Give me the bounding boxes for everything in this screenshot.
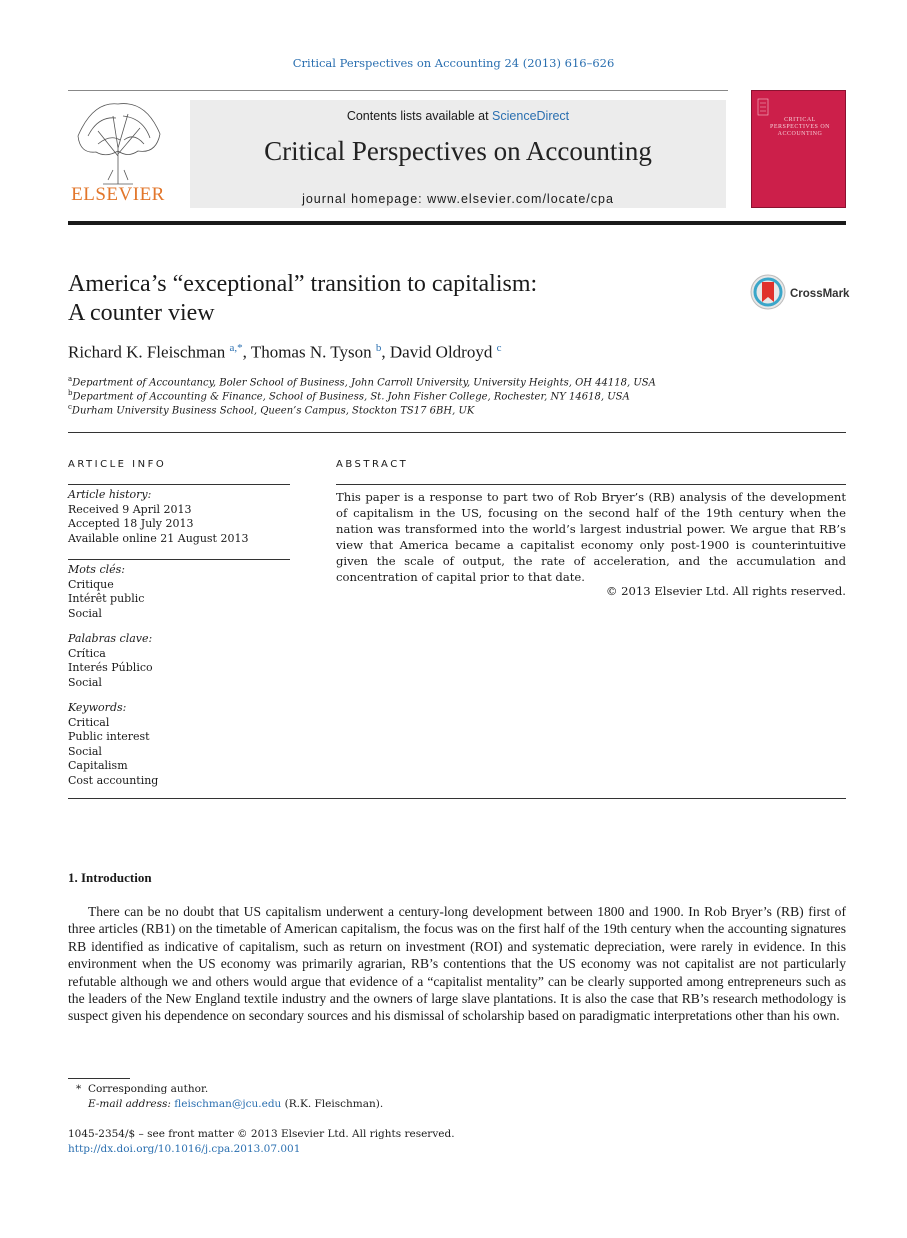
- article-title: [68, 270, 708, 328]
- doi-link[interactable]: http://dx.doi.org/10.1016/j.cpa.2013.07.001: [68, 1143, 301, 1155]
- keyword-group-heading: Mots clés:: [68, 563, 125, 576]
- corresponding-author-note: [76, 1083, 208, 1095]
- journal-title: Critical Perspectives on Accounting: [264, 136, 652, 166]
- affiliation-text: Department of Accountancy, Boler School of Business, John Carroll University, University Heights, OH 44118, USA: [72, 377, 656, 389]
- author-affiliation-marker[interactable]: c: [496, 342, 502, 354]
- author-name[interactable]: Thomas N. Tyson: [250, 342, 372, 362]
- corresponding-author-label: Corresponding author.: [87, 1083, 209, 1095]
- affiliation-text: Durham University Business School, Queen’s Campus, Stockton TS17 6BH, UK: [71, 405, 475, 417]
- keyword: Social: [68, 675, 102, 689]
- history-item: Received 9 April 2013: [68, 502, 192, 516]
- author-separator: ,: [242, 342, 251, 362]
- keyword: Public interest: [68, 730, 150, 743]
- journal-citation[interactable]: Critical Perspectives on Accounting 24 (2013) 616–626: [292, 56, 615, 70]
- publisher-logo-text: ELSEVIER: [71, 184, 165, 205]
- cover-title: CRITICAL PERSPECTIVES ON ACCOUNTING: [769, 117, 830, 137]
- keyword-group-en: [68, 701, 158, 788]
- affiliation: [68, 403, 474, 416]
- article-title-line-1: America’s “exceptional” transition to capitalism:: [68, 271, 538, 297]
- journal-homepage-line: [190, 192, 726, 206]
- affiliation: [68, 375, 656, 388]
- keyword: Intérêt public: [68, 592, 145, 605]
- tree-icon: [68, 96, 168, 186]
- crossmark-label: CrossMark: [790, 288, 850, 300]
- masthead-center-panel: [190, 100, 726, 208]
- affiliation-marker: c: [68, 403, 72, 411]
- journal-cover-thumbnail[interactable]: [751, 90, 846, 208]
- introduction-paragraph: There can be no doubt that US capitalism underwent a century-long development between 1800 and 1900. In Rob Bryer’s (RB) first of three articles (RB1) on the timetable of American capitalism, the focus was on the first half of the 19th century when the accounting signatures RB identified as indicative of capitalism, such as return on investment (ROI) and systematic depreciation, were rarely in evidence. In this environment when the US economy was primarily agrarian, RB’s contentions that the US economy was not capitalist are not particularly refutable although we and others would argue that evidence of a “capitalist mentality” can be clearly supported among entrepreneurs such as the leaders of the New England textile industry and the owners of large slave plantations. It is also the case that RB’s research methodology is suspect given his dependence on secondary sources and his dismissal of scholarship based on paradigmatic interpretations other than his own.: [68, 904, 846, 1024]
- affiliation-text: Department of Accounting & Finance, School of Business, St. John Fisher College, Rochester, NY 14618, USA: [72, 391, 630, 403]
- article-title-line-2: A counter view: [68, 300, 215, 326]
- crossmark-icon: [750, 274, 786, 310]
- article-history: [68, 488, 248, 546]
- keyword: Social: [68, 744, 102, 758]
- issn-line: 1045-2354/$ – see front matter © 2013 Elsevier Ltd. All rights reserved.: [68, 1128, 455, 1140]
- abstract-heading: ABSTRACT: [336, 459, 409, 470]
- keyword-group-fr: [68, 563, 144, 621]
- abstract-copyright: © 2013 Elsevier Ltd. All rights reserved.: [605, 584, 846, 598]
- homepage-link[interactable]: www.elsevier.com/locate/cpa: [427, 192, 614, 206]
- crossmark-badge[interactable]: [750, 274, 850, 314]
- abstract-text: This paper is a response to part two of Rob Bryer’s (RB) analysis of the development of capitalism in the US, focusing on the second half of the 19th century when the nation was transformed into the world’s largest industrial power. We argue that RB’s view that America became a capitalist economy only post-1900 is counterintuitive given the scale of output, the rate of acceleration, and the accumulation and concentration of capital prior to that date.: [336, 490, 846, 584]
- keyword: Critical: [68, 715, 110, 729]
- cover-decoration-icon: [752, 91, 845, 207]
- affiliation: [68, 389, 630, 402]
- divider: [68, 484, 290, 485]
- divider: [68, 432, 846, 433]
- affiliation-marker: a: [68, 375, 73, 383]
- section-heading-introduction: 1. Introduction: [68, 870, 152, 885]
- keyword: Critique: [68, 577, 114, 591]
- keyword: Cost accounting: [68, 773, 159, 787]
- author-name[interactable]: Richard K. Fleischman: [68, 342, 226, 362]
- sciencedirect-link[interactable]: ScienceDirect: [492, 109, 570, 123]
- divider: [68, 559, 290, 560]
- affiliation-marker: b: [68, 389, 73, 397]
- email-link[interactable]: fleischman@jcu.edu: [174, 1098, 282, 1110]
- contents-line: [190, 109, 726, 123]
- footnote-marker: *: [76, 1083, 82, 1095]
- masthead-top-rule: [68, 90, 728, 91]
- author-separator: ,: [381, 342, 390, 362]
- masthead-bottom-rule: [68, 221, 846, 225]
- keyword: Crítica: [68, 646, 106, 660]
- journal-masthead: [68, 90, 846, 210]
- keyword: Interés Público: [68, 661, 153, 674]
- author-affiliation-marker[interactable]: a,*: [229, 342, 243, 354]
- keyword-group-es: [68, 632, 153, 690]
- keyword-group-heading: Palabras clave:: [68, 632, 153, 645]
- keyword: Social: [68, 606, 102, 620]
- author-name[interactable]: David Oldroyd: [389, 342, 493, 362]
- email-note: [88, 1098, 383, 1110]
- divider: [336, 484, 846, 485]
- email-owner: (R.K. Fleischman).: [284, 1098, 384, 1110]
- article-history-heading: Article history:: [68, 488, 152, 501]
- author-list: [68, 342, 501, 363]
- contents-prefix: Contents lists available at: [346, 109, 493, 123]
- author-affiliation-marker[interactable]: b: [375, 342, 382, 354]
- homepage-prefix: journal homepage:: [302, 192, 428, 206]
- keyword-group-heading: Keywords:: [68, 701, 127, 714]
- history-item: Available online 21 August 2013: [68, 531, 249, 545]
- divider: [68, 798, 846, 799]
- keyword: Capitalism: [68, 759, 128, 772]
- article-info-heading: ARTICLE INFO: [68, 459, 167, 470]
- history-item: Accepted 18 July 2013: [68, 517, 194, 530]
- footnote-rule: [68, 1078, 130, 1079]
- email-label: E-mail address:: [88, 1098, 171, 1110]
